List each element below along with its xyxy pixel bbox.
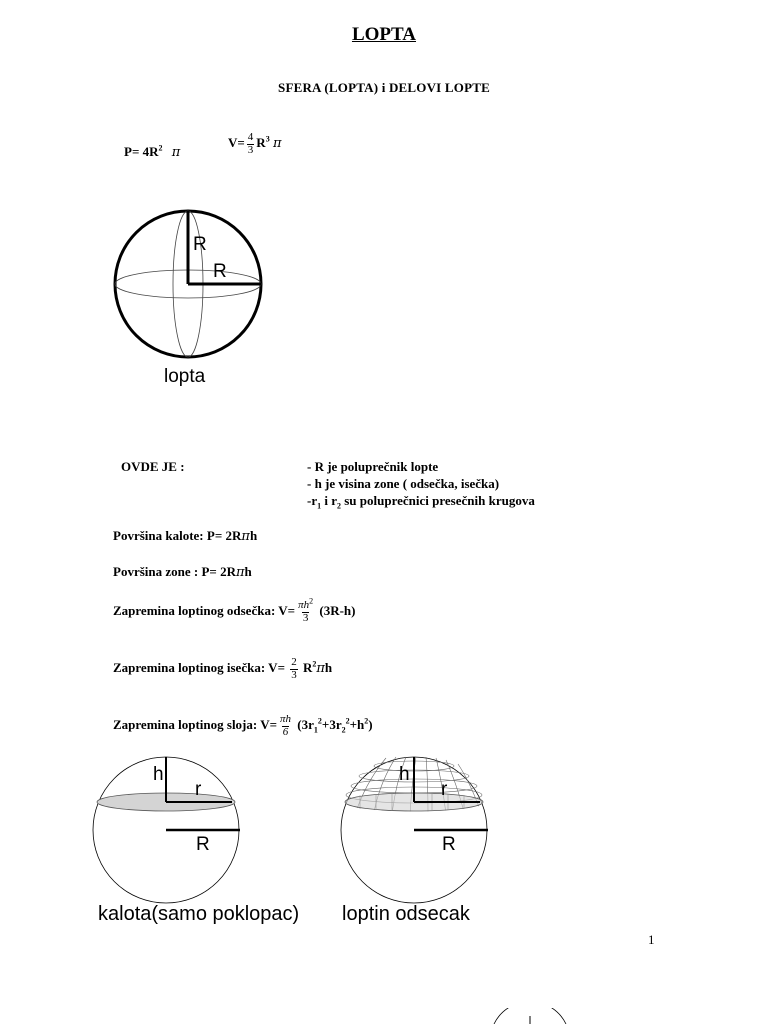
notes-line-2: - h je visina zone ( odsečka, isečka) (307, 476, 500, 491)
pi-symbol: π (241, 529, 250, 544)
isecak-label: Zapremina loptinog isečka: V= (113, 660, 289, 676)
sloj-t1: (3r (294, 717, 314, 733)
notes-line-3 (307, 493, 535, 509)
page-subtitle: SFERA (LOPTA) i DELOVI LOPTE (278, 80, 490, 95)
kalota-label: Površina kalote: (113, 528, 207, 543)
sloj-t2: +3r (321, 717, 342, 733)
odsecak-caption: loptin odsecak (342, 903, 470, 925)
zona-formula-a: P= 2R (201, 564, 236, 579)
sloj-s1: 1 (313, 725, 318, 735)
area-exponent: 2 (158, 143, 163, 153)
pi-symbol: π (272, 136, 282, 152)
sloj-e1: 2 (317, 716, 322, 726)
odsecak-fraction (297, 596, 314, 624)
isecak-fraction-den: 3 (291, 668, 297, 681)
volume-fraction-den: 3 (247, 143, 254, 156)
notes-line-3-a: -r (307, 493, 318, 508)
radius-horizontal-label: R (213, 261, 227, 282)
sloj-volume-formula (113, 714, 373, 738)
notes-line-3-sub2: 2 (337, 501, 341, 511)
volume-exponent: 3 (265, 134, 270, 144)
isecak-fraction (290, 657, 298, 681)
volume-r: R (256, 135, 266, 151)
sloj-t3: +h (349, 717, 365, 733)
sloj-den: 6 (282, 725, 289, 738)
notes-line-3-sub1: 1 (317, 501, 322, 511)
sloj-e3: 2 (364, 716, 369, 726)
odsecak-fraction-den: 3 (302, 611, 309, 624)
odsecak-diagram (336, 752, 496, 904)
sloj-fraction-den (282, 726, 290, 739)
page-number: 1 (648, 932, 655, 947)
notes-line-1: - R je poluprečnik lopte (307, 459, 439, 474)
sphere-volume-formula (228, 132, 281, 156)
kalota-formula-a: P= 2R (206, 528, 242, 543)
isecak-volume-formula (113, 657, 332, 681)
isecak-r: R (299, 660, 313, 676)
odsecak-h-label: h (399, 764, 410, 785)
pi-symbol: π (316, 661, 325, 677)
odsecak-num-exp: 2 (309, 596, 314, 606)
odsecak-big-r-label: R (442, 834, 456, 855)
volume-prefix: V= (228, 135, 245, 151)
notes-line-3-b: i r (321, 493, 337, 508)
odsecak-tail: (3R-h) (316, 603, 356, 619)
area-prefix: P= 4R (124, 144, 159, 159)
kalota-area-formula (113, 528, 257, 544)
zona-area-formula (113, 564, 252, 580)
radius-vertical-label: R (193, 234, 207, 255)
next-figure-fragment (480, 1008, 580, 1024)
odsecak-volume-formula (113, 596, 356, 624)
zona-label: Površina zone : (113, 564, 202, 579)
sloj-num: πh (280, 713, 292, 725)
notes-heading: OVDE JE : (121, 459, 185, 474)
sloj-label: Zapremina loptinog sloja: V= (113, 717, 278, 733)
odsecak-r-label: r (441, 779, 448, 800)
isecak-r-exp: 2 (312, 659, 317, 669)
kalota-formula-b: h (249, 528, 258, 543)
volume-fraction (247, 132, 255, 156)
sphere-caption: lopta (164, 366, 206, 387)
kalota-h-label: h (153, 764, 164, 785)
isecak-fraction-num: 2 (291, 656, 297, 668)
pi-symbol: π (171, 145, 181, 160)
sloj-s2: 2 (341, 725, 346, 735)
kalota-r-label: r (195, 779, 202, 800)
kalota-diagram (88, 752, 248, 904)
sphere-area-formula (124, 144, 180, 160)
volume-fraction-num: 4 (247, 131, 254, 143)
kalota-caption: kalota(samo poklopac) (98, 903, 300, 925)
odsecak-fraction-num (297, 596, 314, 612)
sloj-fraction-num (279, 714, 292, 726)
pi-symbol: π (235, 565, 245, 580)
zona-formula-b: h (244, 564, 252, 579)
sloj-fraction (279, 714, 292, 738)
odsecak-num: πh (298, 599, 310, 611)
kalota-big-r-label: R (196, 834, 210, 855)
sloj-e2: 2 (345, 716, 350, 726)
page-title: LOPTA (351, 24, 417, 45)
sloj-t4: ) (368, 717, 373, 733)
isecak-tail: h (324, 660, 333, 676)
odsecak-label: Zapremina loptinog odsečka: V= (113, 603, 296, 619)
notes-line-3-c: su poluprečnici presečnih krugova (341, 493, 535, 508)
